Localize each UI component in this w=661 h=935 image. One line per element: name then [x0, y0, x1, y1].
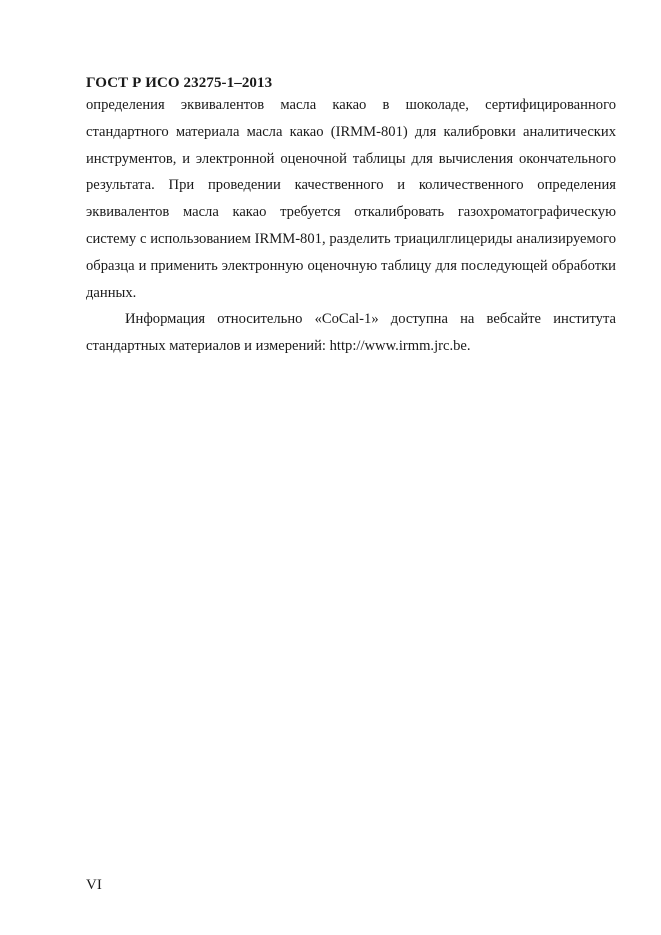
document-header-standard-number: ГОСТ Р ИСО 23275-1–2013 [86, 75, 273, 91]
document-body [86, 92, 616, 360]
paragraph-continuation: определения эквивалентов масла какао в шоколаде, сертифицированного стандартного материала масла какао (IRMM-801) для калибровки аналитических инструментов, и электронной оценочной таблицы для вычисления окончательного результата. При проведении качественного и количественного определения эквивалентов масла какао требуется откалибровать газохроматографическую систему с использованием IRMM-801, разделить триацилглицериды анализируемого образца и применить электронную оценочную таблицу для последующей обработки данных. [86, 97, 616, 301]
page-number: VI [86, 877, 102, 893]
paragraph-cocal-info: Информация относительно «CoCal-1» доступна на вебсайте института стандартных материалов и измерений: http://www.irmm.jrc.be. [86, 311, 616, 355]
